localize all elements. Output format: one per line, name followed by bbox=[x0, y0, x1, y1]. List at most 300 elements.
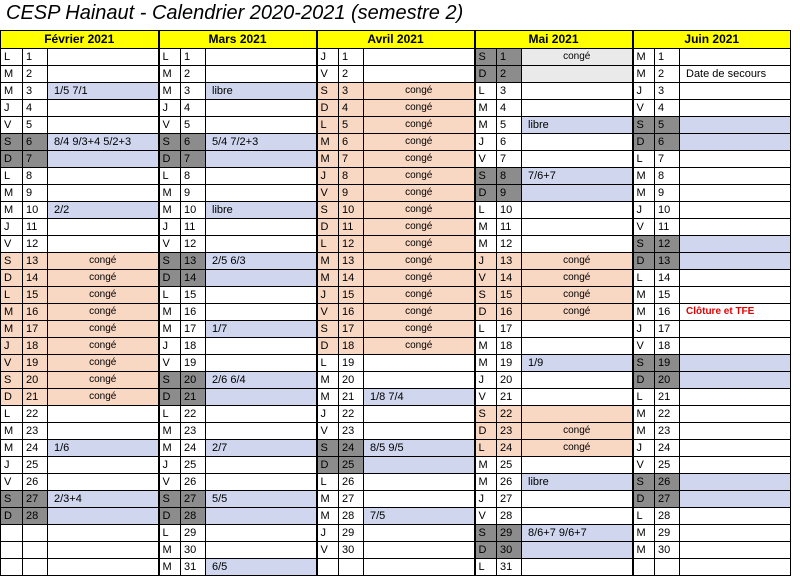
day-number: 6 bbox=[181, 134, 206, 151]
weekday-letter: V bbox=[1, 117, 23, 134]
day-note bbox=[48, 219, 159, 236]
weekday-letter: L bbox=[1, 406, 23, 423]
day-row bbox=[1, 117, 791, 134]
day-note bbox=[364, 474, 475, 491]
weekday-letter: L bbox=[159, 49, 181, 66]
weekday-letter: D bbox=[317, 219, 339, 236]
day-number: 1 bbox=[655, 49, 680, 66]
day-number: 21 bbox=[23, 389, 48, 406]
day-note bbox=[680, 287, 791, 304]
weekday-letter: V bbox=[317, 185, 339, 202]
day-row bbox=[1, 134, 791, 151]
day-note bbox=[206, 270, 317, 287]
day-number: 20 bbox=[655, 372, 680, 389]
day-note bbox=[680, 525, 791, 542]
day-number: 7 bbox=[181, 151, 206, 168]
day-number: 4 bbox=[655, 100, 680, 117]
holiday-note: congé bbox=[48, 304, 159, 321]
day-number: 11 bbox=[181, 219, 206, 236]
day-number: 24 bbox=[339, 440, 364, 457]
day-note bbox=[48, 185, 159, 202]
holiday-note: congé bbox=[364, 202, 475, 219]
weekday-letter: V bbox=[475, 508, 497, 525]
day-number: 6 bbox=[497, 134, 522, 151]
day-number: 25 bbox=[181, 457, 206, 474]
day-note bbox=[680, 117, 791, 134]
day-note bbox=[364, 457, 475, 474]
day-number: 11 bbox=[339, 219, 364, 236]
weekday-letter: J bbox=[475, 134, 497, 151]
day-number: 30 bbox=[497, 542, 522, 559]
holiday-note: congé bbox=[522, 270, 633, 287]
day-number: 17 bbox=[339, 321, 364, 338]
day-note bbox=[680, 508, 791, 525]
day-row bbox=[1, 100, 791, 117]
day-number: 25 bbox=[655, 457, 680, 474]
weekday-letter bbox=[317, 559, 339, 576]
day-number bbox=[339, 559, 364, 576]
weekday-letter bbox=[1, 542, 23, 559]
day-note: 7/6+7 bbox=[522, 168, 633, 185]
day-note bbox=[680, 185, 791, 202]
day-note: 1/8 7/4 bbox=[364, 389, 475, 406]
day-number: 14 bbox=[23, 270, 48, 287]
day-note bbox=[680, 457, 791, 474]
weekday-letter: S bbox=[475, 49, 497, 66]
day-note bbox=[680, 202, 791, 219]
day-note bbox=[680, 559, 791, 576]
day-note bbox=[48, 508, 159, 525]
weekday-letter: D bbox=[1, 270, 23, 287]
day-number: 30 bbox=[339, 542, 364, 559]
day-note: 1/5 7/1 bbox=[48, 83, 159, 100]
day-number: 18 bbox=[339, 338, 364, 355]
day-number: 8 bbox=[23, 168, 48, 185]
day-note bbox=[48, 66, 159, 83]
day-note bbox=[48, 525, 159, 542]
weekday-letter: J bbox=[475, 372, 497, 389]
day-number: 27 bbox=[339, 491, 364, 508]
day-number: 5 bbox=[181, 117, 206, 134]
day-note bbox=[364, 542, 475, 559]
day-number: 12 bbox=[655, 236, 680, 253]
calendar-table bbox=[0, 30, 791, 576]
weekday-letter: J bbox=[475, 253, 497, 270]
weekday-letter: M bbox=[475, 355, 497, 372]
day-number: 9 bbox=[339, 185, 364, 202]
day-note bbox=[680, 151, 791, 168]
day-number: 11 bbox=[497, 219, 522, 236]
day-number: 20 bbox=[23, 372, 48, 389]
day-number: 26 bbox=[655, 474, 680, 491]
day-note bbox=[206, 100, 317, 117]
weekday-letter: S bbox=[159, 372, 181, 389]
weekday-letter: L bbox=[475, 321, 497, 338]
weekday-letter: L bbox=[1, 168, 23, 185]
day-row bbox=[1, 440, 791, 457]
day-note bbox=[206, 423, 317, 440]
holiday-note: congé bbox=[364, 270, 475, 287]
holiday-note: congé bbox=[48, 338, 159, 355]
weekday-letter: M bbox=[317, 270, 339, 287]
weekday-letter: D bbox=[475, 185, 497, 202]
day-row bbox=[1, 236, 791, 253]
weekday-letter: J bbox=[1, 219, 23, 236]
holiday-note: congé bbox=[48, 253, 159, 270]
day-note bbox=[522, 559, 633, 576]
day-row bbox=[1, 83, 791, 100]
weekday-letter: L bbox=[317, 117, 339, 134]
month-header: Février 2021 bbox=[1, 31, 159, 49]
holiday-note: congé bbox=[364, 83, 475, 100]
day-note bbox=[522, 372, 633, 389]
weekday-letter: M bbox=[317, 508, 339, 525]
day-number: 24 bbox=[497, 440, 522, 457]
weekday-letter: L bbox=[317, 474, 339, 491]
day-note bbox=[206, 457, 317, 474]
holiday-note: congé bbox=[364, 287, 475, 304]
day-row bbox=[1, 321, 791, 338]
weekday-letter: M bbox=[317, 372, 339, 389]
weekday-letter: L bbox=[475, 559, 497, 576]
holiday-note: congé bbox=[48, 355, 159, 372]
weekday-letter: M bbox=[1, 440, 23, 457]
day-note bbox=[680, 423, 791, 440]
holiday-note: congé bbox=[364, 253, 475, 270]
weekday-letter: D bbox=[1, 151, 23, 168]
day-row bbox=[1, 457, 791, 474]
day-row bbox=[1, 508, 791, 525]
weekday-letter: L bbox=[475, 440, 497, 457]
day-row bbox=[1, 168, 791, 185]
day-row bbox=[1, 253, 791, 270]
day-number: 22 bbox=[181, 406, 206, 423]
day-number: 2 bbox=[339, 66, 364, 83]
day-row bbox=[1, 525, 791, 542]
weekday-letter: J bbox=[475, 491, 497, 508]
day-number: 12 bbox=[497, 236, 522, 253]
day-number: 3 bbox=[339, 83, 364, 100]
month-header: Mai 2021 bbox=[475, 31, 633, 49]
holiday-note: congé bbox=[48, 270, 159, 287]
day-number: 28 bbox=[181, 508, 206, 525]
weekday-letter: D bbox=[317, 338, 339, 355]
day-number bbox=[23, 525, 48, 542]
weekday-letter: V bbox=[475, 151, 497, 168]
day-note bbox=[680, 236, 791, 253]
weekday-letter: M bbox=[317, 389, 339, 406]
weekday-letter: M bbox=[475, 117, 497, 134]
weekday-letter: S bbox=[475, 168, 497, 185]
day-note: 5/5 bbox=[206, 491, 317, 508]
weekday-letter: M bbox=[1, 304, 23, 321]
day-note bbox=[364, 372, 475, 389]
day-number: 9 bbox=[181, 185, 206, 202]
day-row bbox=[1, 49, 791, 66]
weekday-letter: V bbox=[475, 389, 497, 406]
day-row bbox=[1, 355, 791, 372]
day-note bbox=[206, 236, 317, 253]
day-number: 15 bbox=[339, 287, 364, 304]
day-number: 8 bbox=[497, 168, 522, 185]
day-number: 24 bbox=[181, 440, 206, 457]
weekday-letter: M bbox=[633, 185, 655, 202]
weekday-letter: M bbox=[633, 423, 655, 440]
day-number: 1 bbox=[497, 49, 522, 66]
day-row bbox=[1, 304, 791, 321]
day-note bbox=[364, 491, 475, 508]
day-number: 12 bbox=[339, 236, 364, 253]
weekday-letter: L bbox=[159, 406, 181, 423]
weekday-letter: S bbox=[317, 202, 339, 219]
day-note: 1/7 bbox=[206, 321, 317, 338]
holiday-note: congé bbox=[364, 338, 475, 355]
weekday-letter: L bbox=[633, 151, 655, 168]
weekday-letter: D bbox=[159, 508, 181, 525]
weekday-letter: M bbox=[159, 423, 181, 440]
weekday-letter: J bbox=[1, 338, 23, 355]
day-number: 17 bbox=[655, 321, 680, 338]
day-number: 22 bbox=[339, 406, 364, 423]
day-number: 19 bbox=[23, 355, 48, 372]
day-number: 15 bbox=[23, 287, 48, 304]
day-note bbox=[48, 236, 159, 253]
day-number: 13 bbox=[23, 253, 48, 270]
day-row bbox=[1, 338, 791, 355]
weekday-letter: S bbox=[317, 321, 339, 338]
weekday-letter: J bbox=[317, 168, 339, 185]
weekday-letter: M bbox=[633, 287, 655, 304]
page-title: CESP Hainaut - Calendrier 2020-2021 (semestre 2) bbox=[6, 2, 464, 24]
day-number: 5 bbox=[23, 117, 48, 134]
day-number: 20 bbox=[181, 372, 206, 389]
weekday-letter: D bbox=[633, 491, 655, 508]
weekday-letter: J bbox=[1, 457, 23, 474]
day-note bbox=[522, 389, 633, 406]
day-row bbox=[1, 389, 791, 406]
calendar-grid bbox=[0, 30, 791, 576]
day-number: 3 bbox=[23, 83, 48, 100]
weekday-letter: L bbox=[633, 270, 655, 287]
day-number: 13 bbox=[339, 253, 364, 270]
holiday-note: congé bbox=[522, 440, 633, 457]
day-note bbox=[206, 168, 317, 185]
holiday-note: congé bbox=[364, 321, 475, 338]
weekday-letter: S bbox=[475, 525, 497, 542]
weekday-letter: S bbox=[633, 236, 655, 253]
day-number: 29 bbox=[339, 525, 364, 542]
holiday-note: congé bbox=[364, 134, 475, 151]
day-row bbox=[1, 372, 791, 389]
day-number: 3 bbox=[655, 83, 680, 100]
weekday-letter: S bbox=[317, 83, 339, 100]
holiday-note: congé bbox=[364, 100, 475, 117]
day-number: 30 bbox=[655, 542, 680, 559]
weekday-letter: D bbox=[475, 66, 497, 83]
day-number: 14 bbox=[655, 270, 680, 287]
weekday-letter: D bbox=[159, 151, 181, 168]
day-number: 10 bbox=[339, 202, 364, 219]
day-number: 15 bbox=[181, 287, 206, 304]
weekday-letter: S bbox=[1, 372, 23, 389]
weekday-letter: S bbox=[159, 491, 181, 508]
day-row bbox=[1, 287, 791, 304]
day-number: 6 bbox=[339, 134, 364, 151]
weekday-letter: L bbox=[317, 236, 339, 253]
holiday-note: congé bbox=[522, 304, 633, 321]
day-number: 16 bbox=[339, 304, 364, 321]
weekday-letter: V bbox=[159, 474, 181, 491]
weekday-letter: D bbox=[317, 457, 339, 474]
weekday-letter: D bbox=[633, 134, 655, 151]
weekday-letter: V bbox=[633, 100, 655, 117]
day-note bbox=[48, 474, 159, 491]
weekday-letter: S bbox=[475, 287, 497, 304]
day-row bbox=[1, 219, 791, 236]
day-note bbox=[680, 542, 791, 559]
day-note bbox=[48, 542, 159, 559]
day-note: libre bbox=[206, 202, 317, 219]
weekday-letter: M bbox=[475, 457, 497, 474]
weekday-letter: J bbox=[317, 49, 339, 66]
day-number: 15 bbox=[655, 287, 680, 304]
day-note bbox=[206, 508, 317, 525]
weekday-letter: D bbox=[475, 423, 497, 440]
day-note: 2/2 bbox=[48, 202, 159, 219]
weekday-letter: M bbox=[1, 66, 23, 83]
day-number: 27 bbox=[181, 491, 206, 508]
day-number: 18 bbox=[181, 338, 206, 355]
day-number: 24 bbox=[23, 440, 48, 457]
day-number: 8 bbox=[655, 168, 680, 185]
day-number: 9 bbox=[23, 185, 48, 202]
day-number: 29 bbox=[655, 525, 680, 542]
weekday-letter: M bbox=[159, 202, 181, 219]
day-number: 31 bbox=[497, 559, 522, 576]
weekday-letter: V bbox=[1, 236, 23, 253]
weekday-letter: M bbox=[159, 559, 181, 576]
day-number: 7 bbox=[655, 151, 680, 168]
day-number: 17 bbox=[181, 321, 206, 338]
weekday-letter: V bbox=[633, 219, 655, 236]
day-number: 10 bbox=[23, 202, 48, 219]
day-number: 18 bbox=[655, 338, 680, 355]
day-note bbox=[364, 423, 475, 440]
holiday-note: congé bbox=[48, 372, 159, 389]
day-row bbox=[1, 202, 791, 219]
weekday-letter: L bbox=[633, 389, 655, 406]
day-number: 28 bbox=[339, 508, 364, 525]
weekday-letter: S bbox=[1, 253, 23, 270]
day-number: 17 bbox=[23, 321, 48, 338]
weekday-letter: M bbox=[1, 321, 23, 338]
day-number: 23 bbox=[655, 423, 680, 440]
weekday-letter: M bbox=[159, 440, 181, 457]
day-number: 18 bbox=[23, 338, 48, 355]
weekday-letter: L bbox=[159, 525, 181, 542]
day-note bbox=[522, 134, 633, 151]
day-number: 25 bbox=[497, 457, 522, 474]
weekday-letter: V bbox=[317, 66, 339, 83]
weekday-letter: J bbox=[317, 406, 339, 423]
day-number: 2 bbox=[23, 66, 48, 83]
day-number: 2 bbox=[655, 66, 680, 83]
weekday-letter: D bbox=[475, 304, 497, 321]
day-number: 9 bbox=[655, 185, 680, 202]
day-note bbox=[522, 83, 633, 100]
day-number: 18 bbox=[497, 338, 522, 355]
weekday-letter: M bbox=[1, 202, 23, 219]
day-number: 10 bbox=[181, 202, 206, 219]
weekday-letter: S bbox=[159, 134, 181, 151]
weekday-letter: M bbox=[633, 66, 655, 83]
day-number: 26 bbox=[339, 474, 364, 491]
day-row bbox=[1, 185, 791, 202]
day-note bbox=[206, 287, 317, 304]
day-note bbox=[206, 406, 317, 423]
day-note bbox=[206, 389, 317, 406]
day-note: 8/6+7 9/6+7 bbox=[522, 525, 633, 542]
weekday-letter: M bbox=[317, 491, 339, 508]
holiday-note: congé bbox=[364, 117, 475, 134]
day-number: 13 bbox=[181, 253, 206, 270]
day-number: 17 bbox=[497, 321, 522, 338]
weekday-letter: S bbox=[159, 253, 181, 270]
weekday-letter: D bbox=[633, 372, 655, 389]
day-number: 25 bbox=[339, 457, 364, 474]
day-note bbox=[680, 406, 791, 423]
day-note bbox=[522, 338, 633, 355]
day-row bbox=[1, 491, 791, 508]
day-note bbox=[48, 406, 159, 423]
weekday-letter bbox=[1, 525, 23, 542]
weekday-letter: L bbox=[475, 202, 497, 219]
day-note bbox=[364, 355, 475, 372]
weekday-letter: D bbox=[1, 508, 23, 525]
weekday-letter: M bbox=[475, 338, 497, 355]
weekday-letter: M bbox=[475, 219, 497, 236]
weekday-letter: J bbox=[633, 83, 655, 100]
day-number: 27 bbox=[497, 491, 522, 508]
weekday-letter: L bbox=[317, 355, 339, 372]
day-number: 7 bbox=[23, 151, 48, 168]
day-number: 12 bbox=[181, 236, 206, 253]
day-number: 27 bbox=[23, 491, 48, 508]
day-number: 15 bbox=[497, 287, 522, 304]
weekday-letter: J bbox=[633, 202, 655, 219]
day-number: 2 bbox=[497, 66, 522, 83]
weekday-letter: V bbox=[159, 236, 181, 253]
day-number: 2 bbox=[181, 66, 206, 83]
weekday-letter: L bbox=[159, 287, 181, 304]
weekday-letter: M bbox=[159, 185, 181, 202]
holiday-note: congé bbox=[522, 423, 633, 440]
day-note: 2/5 6/3 bbox=[206, 253, 317, 270]
weekday-letter: V bbox=[159, 117, 181, 134]
day-note bbox=[48, 168, 159, 185]
day-note bbox=[680, 474, 791, 491]
day-note bbox=[522, 491, 633, 508]
weekday-letter bbox=[1, 559, 23, 576]
day-number: 14 bbox=[339, 270, 364, 287]
weekday-letter: M bbox=[317, 134, 339, 151]
day-note bbox=[522, 508, 633, 525]
weekday-letter: M bbox=[159, 542, 181, 559]
weekday-letter: D bbox=[159, 389, 181, 406]
day-note bbox=[522, 151, 633, 168]
holiday-note: congé bbox=[364, 219, 475, 236]
day-number: 28 bbox=[497, 508, 522, 525]
